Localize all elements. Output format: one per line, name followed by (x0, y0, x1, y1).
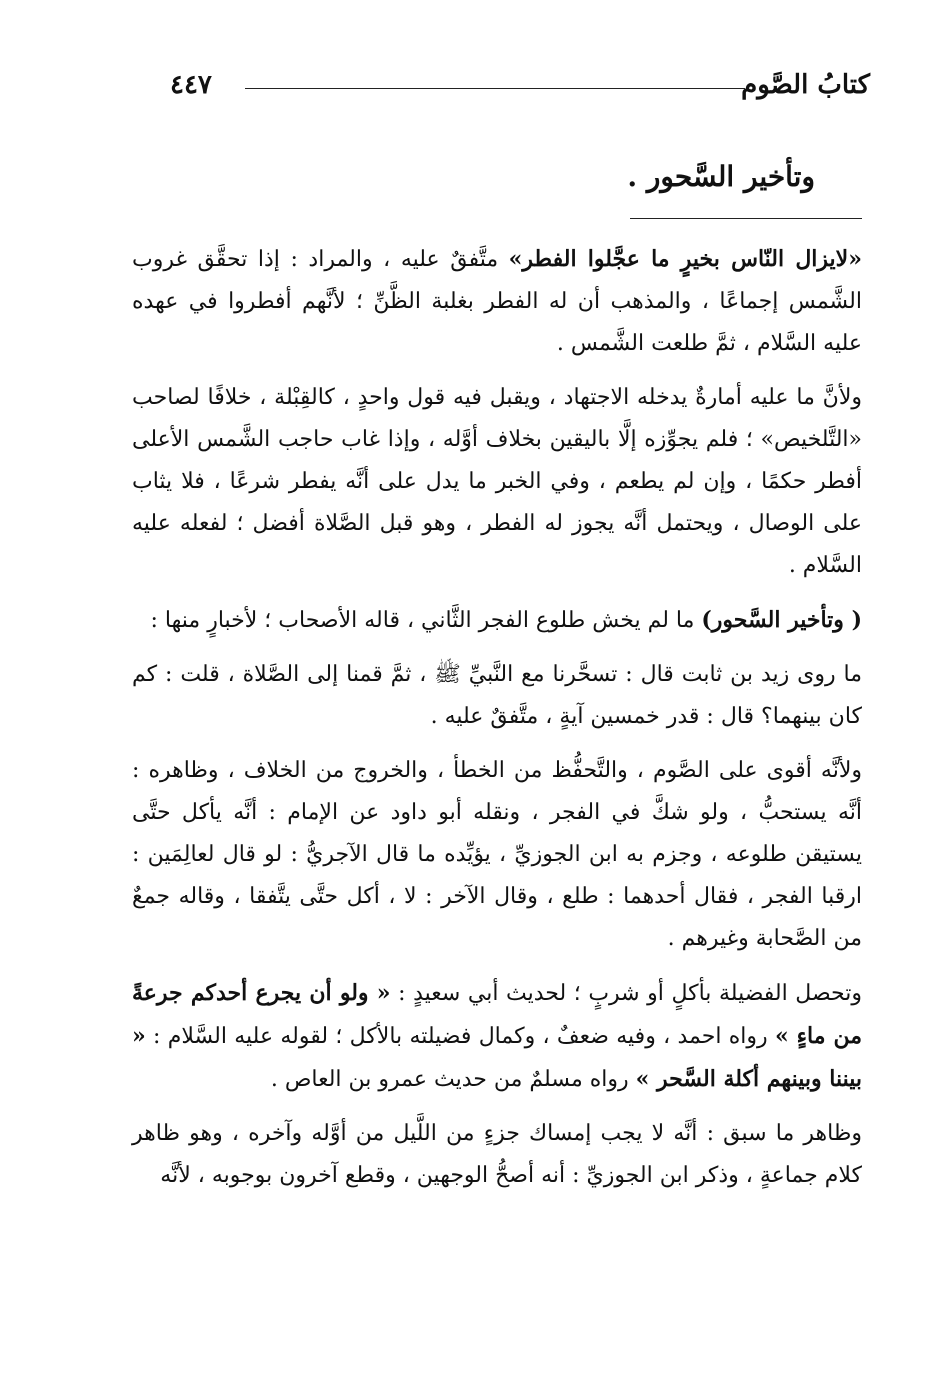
paragraph-text: رواه مسلمٌ من حديث عمرو بن العاص . (270, 1067, 636, 1092)
paragraph-6 (132, 972, 862, 1101)
paragraph-text: ما روى زيد بن ثابت قال : تسحَّرنا مع النَّبيِّ ﷺ ، ثمَّ قمنا إلى الصَّلاة ، قلت : كم كان بينهما؟ قال : قدر خمسين آيةٍ ، متَّفقٌ عليه . (132, 662, 862, 729)
paragraph-7 (132, 1113, 862, 1197)
header-rule (245, 88, 745, 89)
paragraph-text: ولأنَّه أقوى على الصَّوم ، والتَّحفُّظ من الخطأ ، والخروج من الخلاف ، وظاهره : أنَّه يستحبُّ ، ولو شكَّ في الفجر ، ونقله أبو داود عن الإمام : أنَّه يأكل حتَّى يستيقن طلوعه ، وجزم به ابن الجوزيِّ ، يؤيِّده ما قال الآجريُّ : لو قال لعالِمَين : ارقبا الفجر ، فقال أحدهما : طلع ، وقال الآخر : لا ، أكل حتَّى يتَّفقا ، وقاله جمعٌ من الصَّحابة وغيرهم . (132, 758, 862, 951)
paragraph-text: ولأنَّ ما عليه أمارةٌ يدخله الاجتهاد ، ويقبل فيه قول واحدٍ ، كالقِبْلة ، خلافًا لصاحب «التَّلخيص» ؛ فلم يجوِّزه إلَّا باليقين بخلاف أوَّله ، وإذا غاب حاجب الشَّمس الأعلى أفطر حكمًا ، وإن لم يطعم ، وفي الخبر ما يدل على أنَّه يفطر شرعًا ، فلا يثاب على الوصال ، ويحتمل أنَّه يجوز له الفطر ، وهو قبل الصَّلاة أفضل ؛ لفعله عليه السَّلام . (132, 385, 862, 578)
paragraph-text: وظاهر ما سبق : أنَّه لا يجب إمساك جزءٍ من اللَّيل من أوَّله وآخره ، وهو ظاهر كلام جماعةٍ ، وذكر ابن الجوزيِّ : أنه أصحُّ الوجهين ، وقطع آخرون بوجوبه ، لأنَّه (132, 1121, 862, 1188)
matn-quote: ( وتأخير السَّحور) (701, 607, 862, 633)
matn-line: وتأخير السَّحور . (627, 160, 815, 193)
commentary-body (132, 238, 862, 1209)
paragraph-4 (132, 654, 862, 738)
separator-rule (630, 218, 862, 219)
paragraph-5 (132, 750, 862, 960)
paragraph-1 (132, 238, 862, 365)
hadith-quote: «لايزال النّاس بخيرٍ ما عجَّلوا الفطر» (508, 246, 862, 272)
paragraph-2 (132, 377, 862, 587)
running-title: كتابُ الصَّوم (741, 70, 870, 100)
paragraph-3 (132, 599, 862, 642)
paragraph-text: ما لم يخش طلوع الفجر الثَّاني ، قاله الأصحاب ؛ لأخبارٍ منها : (150, 608, 702, 633)
paragraph-text: رواه احمد ، وفيه ضعفٌ ، وكمال فضيلته بالأكل ؛ لقوله عليه السَّلام : (145, 1024, 775, 1049)
page-number: ٤٤٧ (170, 70, 212, 100)
hadith-quote: « ولو أن يجرع أحدكم جرعةً من ماءٍ » (132, 980, 863, 1049)
paragraph-text: وتحصل الفضيلة بأكلٍ أو شربٍ ؛ لحديث أبي سعيدٍ : (390, 981, 862, 1006)
paragraph-text: متَّفقٌ عليه ، والمراد : إذا تحقَّق غروب الشَّمس إجماعًا ، والمذهب أن له الفطر بغلبة الظَّنِّ ؛ لأنَّهم أفطروا في عهده عليه السَّلام ، ثمَّ طلعت الشَّمس . (132, 247, 862, 356)
hadith-quote: « بيننا وبينهم أكلة السَّحر » (132, 1023, 862, 1092)
page-header (170, 70, 870, 110)
